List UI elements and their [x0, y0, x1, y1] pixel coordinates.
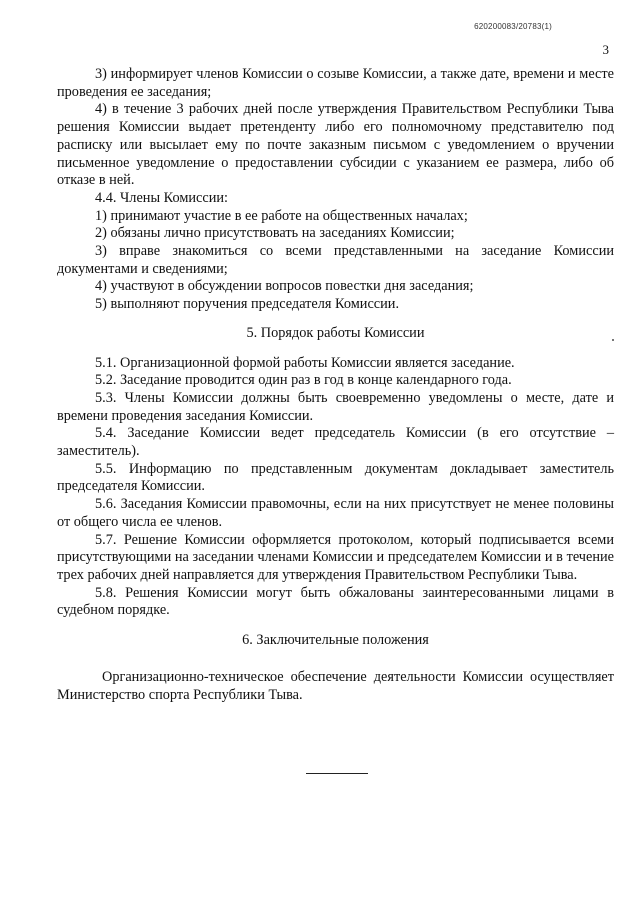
paragraph-5-3: 5.3. Члены Комиссии должны быть своевременно уведомлены о месте, дате и времени проведения заседания Комиссии.	[57, 389, 614, 424]
section-5-heading: 5. Порядок работы Комиссии	[246, 324, 425, 341]
members-item-5: 5) выполняют поручения председателя Комиссии.	[95, 296, 400, 313]
document-id: 620200083/20783(1)	[474, 22, 552, 31]
section-6-heading: 6. Заключительные положения	[242, 632, 429, 649]
document-body	[57, 66, 614, 704]
paragraph-6-1: Организационно-техническое обеспечение деятельности Комиссии осуществляет Министерство спорта Республики Тыва.	[57, 668, 614, 703]
paragraph-4-3-item-4: 4) в течение 3 рабочих дней после утверждения Правительством Республики Тыва решения Комиссии выдает претенденту либо его полномочному представителю под расписку или высылает ему по почте заказным письмом с уведомлением о вручении письменное уведомление о предоставлении субсидии с указанием ее размера, либо об отказе в ней.	[57, 101, 614, 189]
members-item-1: 1) принимают участие в ее работе на общественных началах;	[95, 207, 468, 224]
scan-mark	[612, 339, 614, 341]
members-item-2: 2) обязаны лично присутствовать на заседаниях Комиссии;	[95, 225, 455, 242]
paragraph-5-8: 5.8. Решения Комиссии могут быть обжалованы заинтересованными лицами в судебном порядке.	[57, 584, 614, 619]
page-number: 3	[602, 42, 609, 57]
paragraph-4-4: 4.4. Члены Комиссии:	[95, 189, 228, 206]
closing-rule	[306, 773, 368, 774]
members-item-4: 4) участвуют в обсуждении вопросов повестки дня заседания;	[95, 278, 474, 295]
paragraph-5-2: 5.2. Заседание проводится один раз в год в конце календарного года.	[95, 372, 512, 389]
members-item-3: 3) вправе знакомиться со всеми представленными на заседание Комиссии документами и сведениями;	[57, 243, 614, 277]
paragraph-5-1: 5.1. Организационной формой работы Комиссии является заседание.	[95, 354, 515, 371]
paragraph-4-3-item-3: 3) информирует членов Комиссии о созыве Комиссии, а также дате, времени и месте проведения ее заседания;	[57, 66, 614, 100]
paragraph-5-4: 5.4. Заседание Комиссии ведет председатель Комиссии (в его отсутствие – заместитель).	[57, 425, 614, 460]
paragraph-5-7: 5.7. Решение Комиссии оформляется протоколом, который подписывается всеми присутствующими на заседании членами Комиссии и председателем Комиссии и в течение трех рабочих дней направляется для утверждения Правительством Республики Тыва.	[57, 531, 614, 583]
paragraph-5-5: 5.5. Информацию по представленным документам докладывает заместитель председателя Комиссии.	[57, 460, 614, 495]
paragraph-5-6: 5.6. Заседания Комиссии правомочны, если на них присутствует не менее половины от общего числа ее членов.	[57, 496, 614, 530]
